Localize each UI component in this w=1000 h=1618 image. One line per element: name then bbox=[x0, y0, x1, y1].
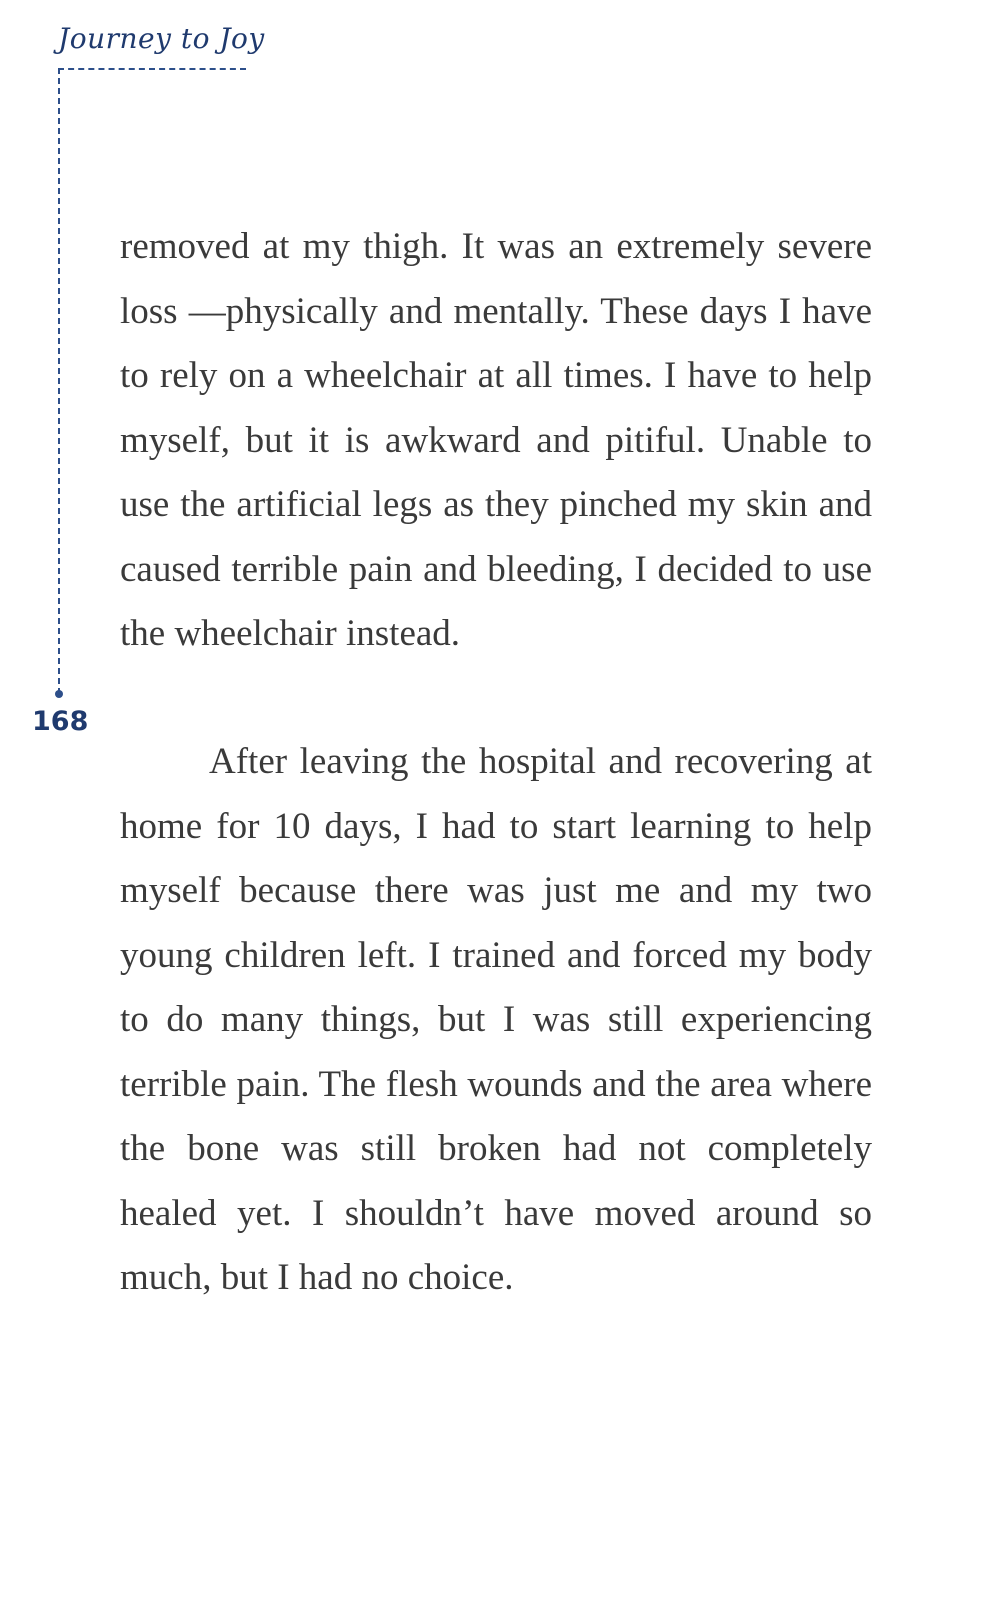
margin-rule-dot bbox=[55, 690, 63, 698]
margin-dashed-rule bbox=[58, 68, 60, 694]
header-dashed-rule bbox=[58, 68, 246, 70]
page-number: 168 bbox=[32, 706, 89, 737]
running-head: Journey to Joy bbox=[58, 22, 265, 55]
body-paragraph-2: After leaving the hospital and recovering at home for 10 days, I had to start learning to help myself because there was just me and my two young children left. I trained and forced my body to do many things, but I was still experiencing terrible pain. The flesh wounds and the area where the bone was still broken had not completely healed yet. I shouldn’t have moved around so much, but I had no choice. bbox=[120, 741, 872, 1298]
body-paragraph-1: removed at my thigh. It was an extremely severe loss —physically and mentally. These days I have to rely on a wheelchair at all times. I have to help myself, but it is awkward and pitiful. Unable to use the artificial legs as they pinched my skin and caused terrible pain and bleeding, I decided to use the wheelchair instead. bbox=[120, 226, 872, 654]
